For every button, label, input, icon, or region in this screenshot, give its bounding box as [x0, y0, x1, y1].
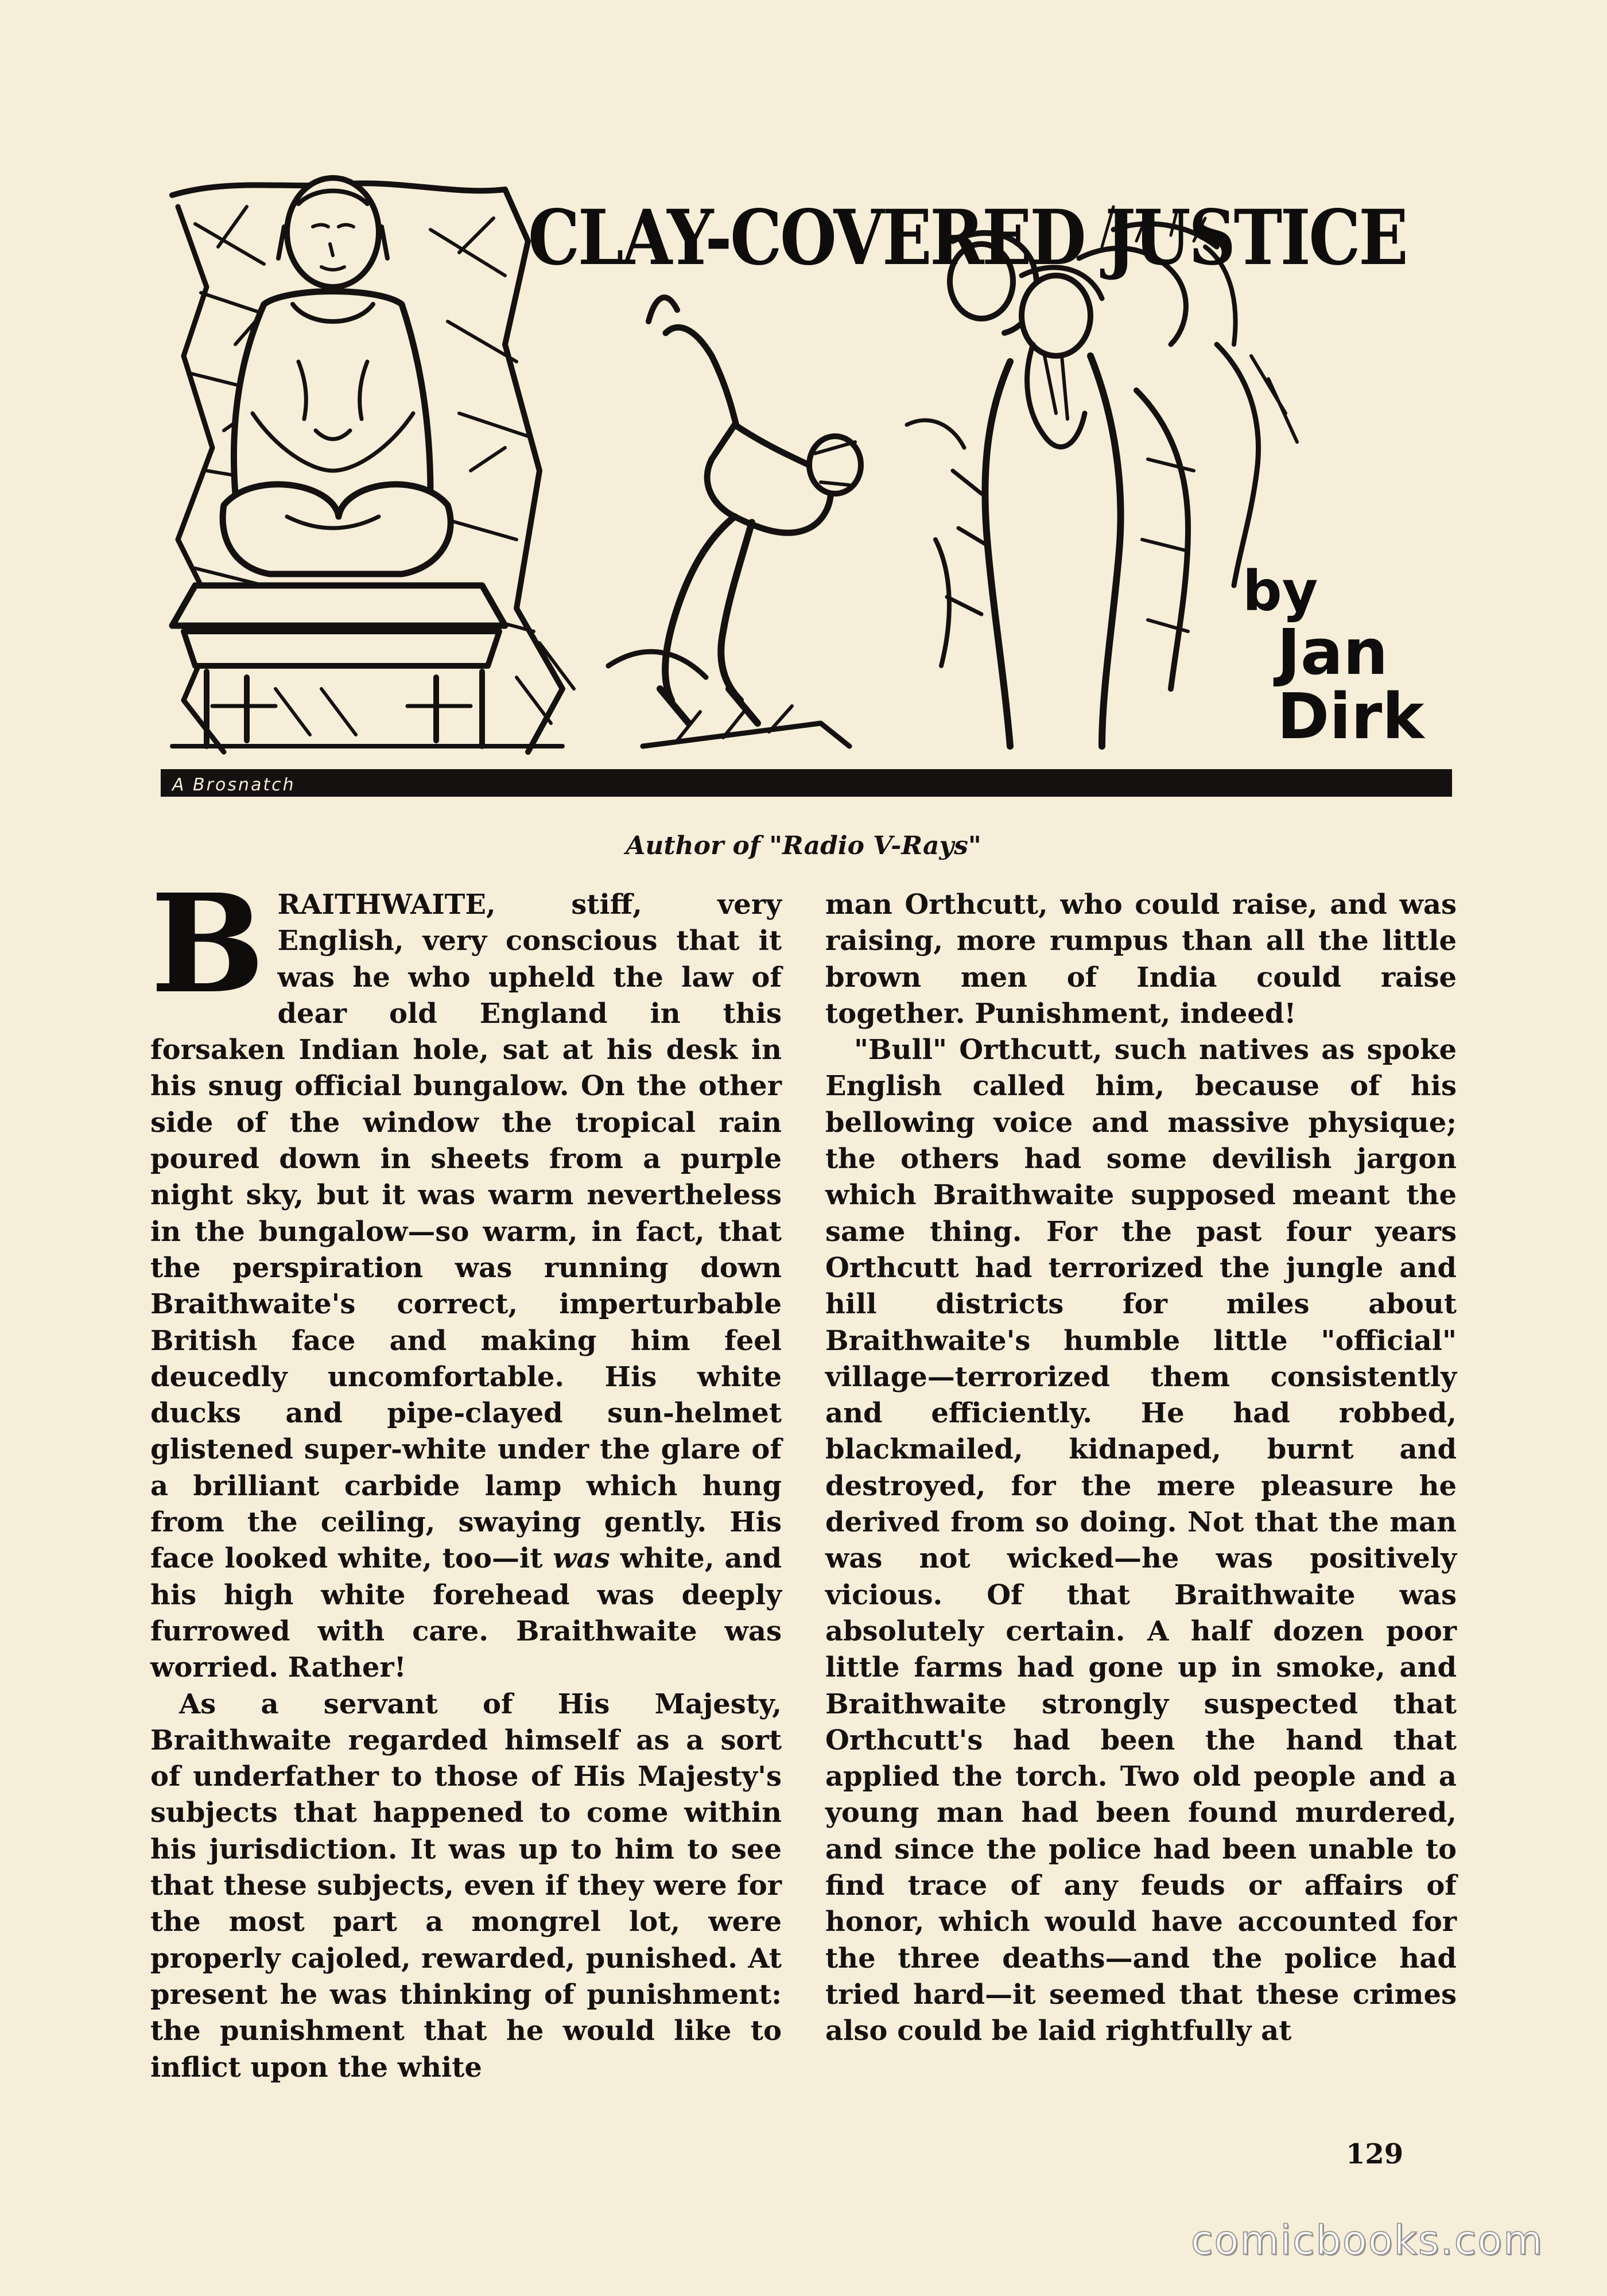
illustration-base-bar	[161, 769, 1452, 797]
author-credit: Author of "Radio V-Rays"	[626, 831, 981, 860]
page-number: 129	[1346, 2138, 1404, 2170]
paragraph: man Orthcutt, who could raise, and was raising, more rumpus than all the little brown men of India could raise together. Punishment, indeed!	[825, 889, 1457, 1030]
drop-cap: B	[150, 864, 265, 1023]
author-last-name: Dirk	[1277, 680, 1424, 753]
byline-by: by	[1243, 559, 1318, 623]
paragraph	[150, 864, 782, 1686]
author-first-name: Jan	[1277, 615, 1388, 689]
right-column	[825, 887, 1457, 2050]
paragraph: As a servant of His Majesty, Braithwaite regarded himself as a sort of underfather to those of His Majesty's subjects that happened to come within his jurisdiction. It was up to him to see that these subjects, even if they were for the most part a mongrel lot, were properly cajoled, rewarded, punished. At present he was thinking of punishment: the punishment that he would like to inflict upon the white	[150, 1688, 782, 2084]
story-title: CLAY-COVERED JUSTICE	[528, 193, 1407, 282]
header-illustration	[161, 172, 1452, 815]
left-column	[150, 864, 782, 2086]
paragraph: "Bull" Orthcutt, such natives as spoke English called him, because of his bellowing voice and massive physique; the others had some devilish jargon which Braithwaite supposed meant the same thing. For the past four years Orthcutt had terrorized the jungle and hill districts for miles about Braithwaite's humble little "official" village—terrorized them consistently and efficiently. He had robbed, blackmailed, kidnaped, burnt and destroyed, for the mere pleasure he derived from so doing. Not that the man was not wicked—he was positively vicious. Of that Braithwaite was absolutely certain. A half dozen poor little farms had gone up in smoke, and Braithwaite strongly suspected that Orthcutt's had been the hand that applied the torch. Two old people and a young man had been found murdered, and since the police had been unable to find trace of any feuds or affairs of honor, which would have accounted for the three deaths—and the police had tried hard—it seemed that these crimes also could be laid rightfully at	[825, 1034, 1457, 2047]
italic-word: was	[553, 1542, 610, 1575]
watermark: comicbooks.com	[1191, 2217, 1544, 2264]
byline	[1205, 559, 1446, 753]
paragraph-text: RAITHWAITE, stiff, very English, very conscious that it was he who upheld the law of dear old England in this forsaken Indian hole, sat at his desk in his snug official bungalow. On the other side of the window the tropical rain poured down in sheets from a purple night sky, but it was warm nevertheless in the bungalow—so warm, in fact, that the perspiration was running down Braithwaite's correct, imperturbable British face and making him feel deucedly uncomfortable. His white ducks and pipe-clayed sun-helmet glistened super-white under the glare of a brilliant carbide lamp which hung from the ceiling, swaying gently. His face looked white, too—it	[150, 889, 782, 1575]
paragraph-text-end: white, and his high white forehead was deeply furrowed with care. Braithwaite was worried. Rather!	[150, 1542, 782, 1684]
illustrator-signature: A Brosnatch	[172, 775, 296, 795]
